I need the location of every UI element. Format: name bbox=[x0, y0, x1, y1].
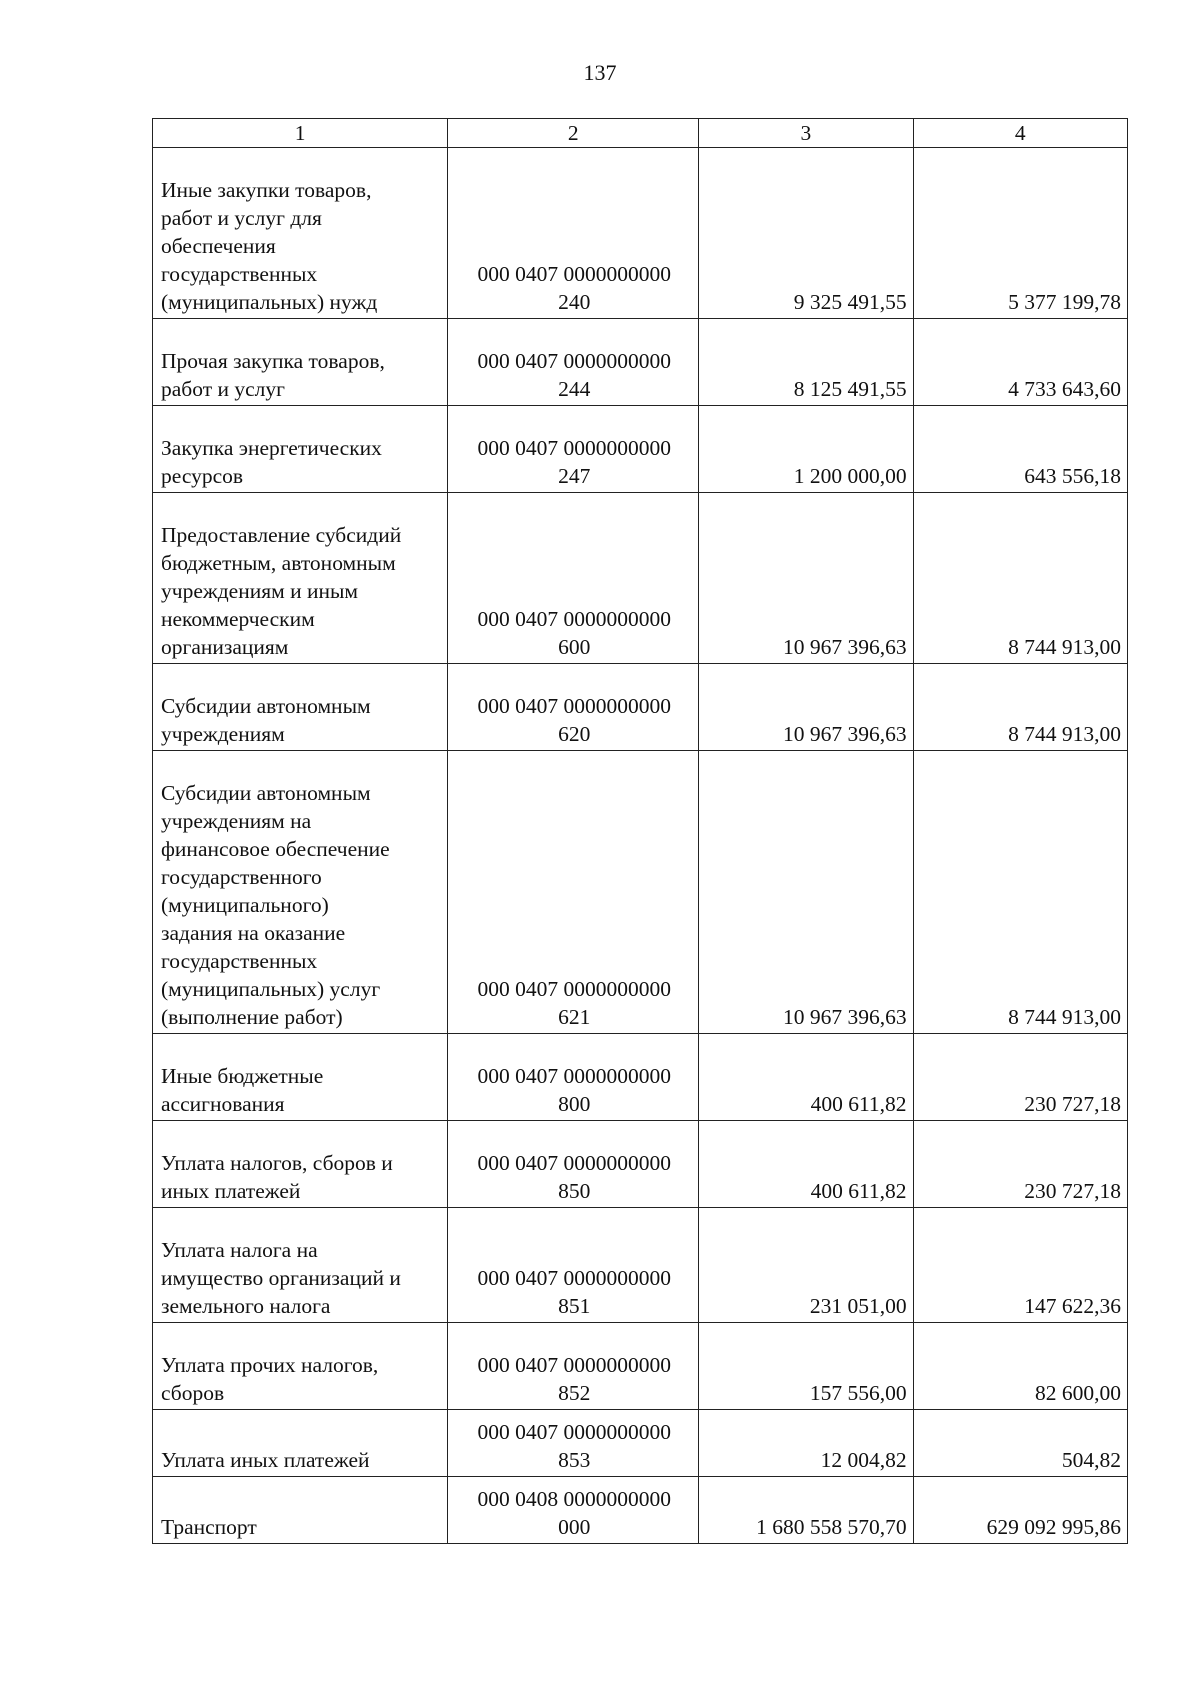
row-name: Уплата налогов, сборов и иных платежей bbox=[153, 1121, 448, 1208]
row-exec-value: 8 744 913,00 bbox=[913, 664, 1127, 751]
row-plan-value: 231 051,00 bbox=[699, 1208, 913, 1323]
row-name: Уплата налога на имущество организаций и земельного налога bbox=[153, 1208, 448, 1323]
page-number: 137 bbox=[583, 60, 617, 85]
row-name: Субсидии автономным учреждениям bbox=[153, 664, 448, 751]
row-plan-value: 10 967 396,63 bbox=[699, 493, 913, 664]
table-row bbox=[153, 1323, 1128, 1410]
row-code: 000 0407 0000000000 244 bbox=[448, 319, 699, 406]
row-exec-value: 4 733 643,60 bbox=[913, 319, 1127, 406]
row-code: 000 0407 0000000000 240 bbox=[448, 148, 699, 319]
row-plan-value: 1 680 558 570,70 bbox=[699, 1477, 913, 1544]
row-name: Предоставление субсидий бюджетным, автономным учреждениям и иным некоммерческим организациям bbox=[153, 493, 448, 664]
row-code: 000 0407 0000000000 800 bbox=[448, 1034, 699, 1121]
row-exec-value: 147 622,36 bbox=[913, 1208, 1127, 1323]
column-header-3: 3 bbox=[699, 119, 913, 148]
row-plan-value: 10 967 396,63 bbox=[699, 751, 913, 1034]
row-plan-value: 9 325 491,55 bbox=[699, 148, 913, 319]
row-plan-value: 400 611,82 bbox=[699, 1034, 913, 1121]
row-code: 000 0407 0000000000 621 bbox=[448, 751, 699, 1034]
row-plan-value: 8 125 491,55 bbox=[699, 319, 913, 406]
row-exec-value: 230 727,18 bbox=[913, 1121, 1127, 1208]
column-header-1: 1 bbox=[153, 119, 448, 148]
row-plan-value: 400 611,82 bbox=[699, 1121, 913, 1208]
table-row bbox=[153, 148, 1128, 319]
column-header-2: 2 bbox=[448, 119, 699, 148]
row-name: Иные закупки товаров, работ и услуг для обеспечения государственных (муниципальных) нужд bbox=[153, 148, 448, 319]
budget-table bbox=[152, 118, 1128, 1544]
row-exec-value: 643 556,18 bbox=[913, 406, 1127, 493]
row-code: 000 0407 0000000000 853 bbox=[448, 1410, 699, 1477]
column-header-4: 4 bbox=[913, 119, 1127, 148]
row-exec-value: 5 377 199,78 bbox=[913, 148, 1127, 319]
row-plan-value: 157 556,00 bbox=[699, 1323, 913, 1410]
table-row bbox=[153, 406, 1128, 493]
table-row bbox=[153, 1208, 1128, 1323]
row-plan-value: 12 004,82 bbox=[699, 1410, 913, 1477]
row-plan-value: 1 200 000,00 bbox=[699, 406, 913, 493]
table-row bbox=[153, 1410, 1128, 1477]
row-code: 000 0408 0000000000 000 bbox=[448, 1477, 699, 1544]
row-name: Транспорт bbox=[153, 1477, 448, 1544]
row-exec-value: 230 727,18 bbox=[913, 1034, 1127, 1121]
table-row bbox=[153, 751, 1128, 1034]
row-exec-value: 8 744 913,00 bbox=[913, 493, 1127, 664]
row-exec-value: 629 092 995,86 bbox=[913, 1477, 1127, 1544]
row-code: 000 0407 0000000000 600 bbox=[448, 493, 699, 664]
row-code: 000 0407 0000000000 852 bbox=[448, 1323, 699, 1410]
row-name: Прочая закупка товаров, работ и услуг bbox=[153, 319, 448, 406]
row-code: 000 0407 0000000000 851 bbox=[448, 1208, 699, 1323]
row-plan-value: 10 967 396,63 bbox=[699, 664, 913, 751]
row-name: Иные бюджетные ассигнования bbox=[153, 1034, 448, 1121]
row-name: Субсидии автономным учреждениям на финансовое обеспечение государственного (муниципального) задания на оказание государственных (муниципальных) услуг (выполнение работ) bbox=[153, 751, 448, 1034]
table-body bbox=[153, 148, 1128, 1544]
row-exec-value: 82 600,00 bbox=[913, 1323, 1127, 1410]
header-row bbox=[153, 119, 1128, 148]
row-name: Уплата прочих налогов, сборов bbox=[153, 1323, 448, 1410]
table-row bbox=[153, 319, 1128, 406]
row-exec-value: 504,82 bbox=[913, 1410, 1127, 1477]
row-name: Закупка энергетических ресурсов bbox=[153, 406, 448, 493]
table-row bbox=[153, 493, 1128, 664]
row-exec-value: 8 744 913,00 bbox=[913, 751, 1127, 1034]
table-header bbox=[153, 119, 1128, 148]
table-row bbox=[153, 1477, 1128, 1544]
row-code: 000 0407 0000000000 850 bbox=[448, 1121, 699, 1208]
row-code: 000 0407 0000000000 247 bbox=[448, 406, 699, 493]
row-code: 000 0407 0000000000 620 bbox=[448, 664, 699, 751]
row-name: Уплата иных платежей bbox=[153, 1410, 448, 1477]
table-row bbox=[153, 1034, 1128, 1121]
table-row bbox=[153, 1121, 1128, 1208]
table-row bbox=[153, 664, 1128, 751]
